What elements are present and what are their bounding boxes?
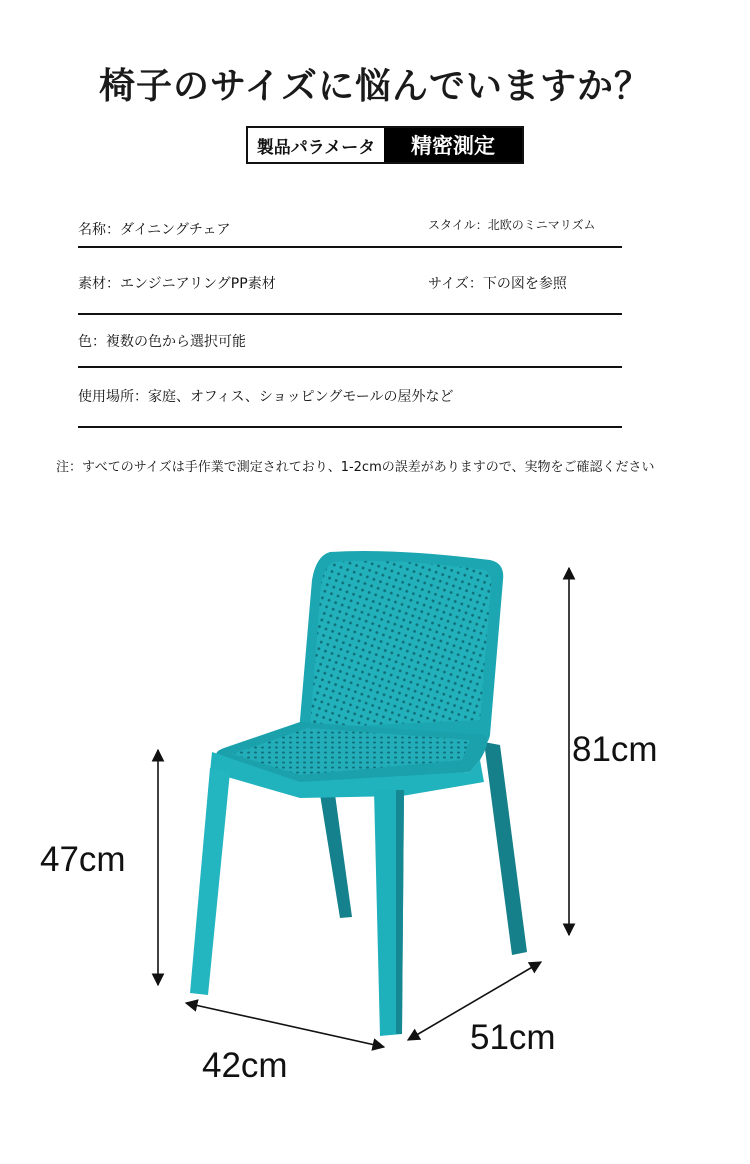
width-arrow — [186, 1003, 384, 1047]
measurement-note: 注：すべてのサイズは手作業で測定されており、1-2cmの誤差がありますので、実物をご確認ください — [56, 460, 655, 475]
seat-height-label: 47cm — [40, 840, 126, 879]
param-size: サイズ：下の図を参照 — [428, 276, 567, 292]
page-title: 椅子のサイズに悩んでいますか？ — [98, 66, 652, 107]
divider-line — [78, 313, 622, 315]
section-badge — [246, 126, 524, 164]
param-row-usage — [78, 386, 622, 428]
chair-diagram — [0, 480, 750, 1080]
param-color: 色：複数の色から選択可能 — [78, 334, 246, 350]
badge-product-params: 製品パラメータ — [248, 128, 384, 162]
param-material: 素材：エンジニアリングPP素材 — [78, 276, 276, 292]
param-usage: 使用場所：家庭、オフィス、ショッピングモールの屋外など — [78, 389, 454, 405]
width-label: 42cm — [202, 1046, 288, 1085]
chair-illustration — [190, 551, 527, 1036]
param-row-material-size — [78, 273, 622, 315]
param-name: 名称：ダイニングチェア — [78, 222, 231, 238]
divider-line — [78, 366, 622, 368]
param-style: スタイル：北欧のミニマリズム — [428, 218, 596, 232]
param-row-color — [78, 331, 622, 368]
depth-label: 51cm — [470, 1018, 556, 1057]
param-row-name-style — [78, 216, 622, 248]
height-label: 81cm — [572, 730, 658, 769]
divider-line — [78, 426, 622, 428]
divider-line — [78, 246, 622, 248]
badge-precise-measurement: 精密測定 — [384, 128, 522, 162]
